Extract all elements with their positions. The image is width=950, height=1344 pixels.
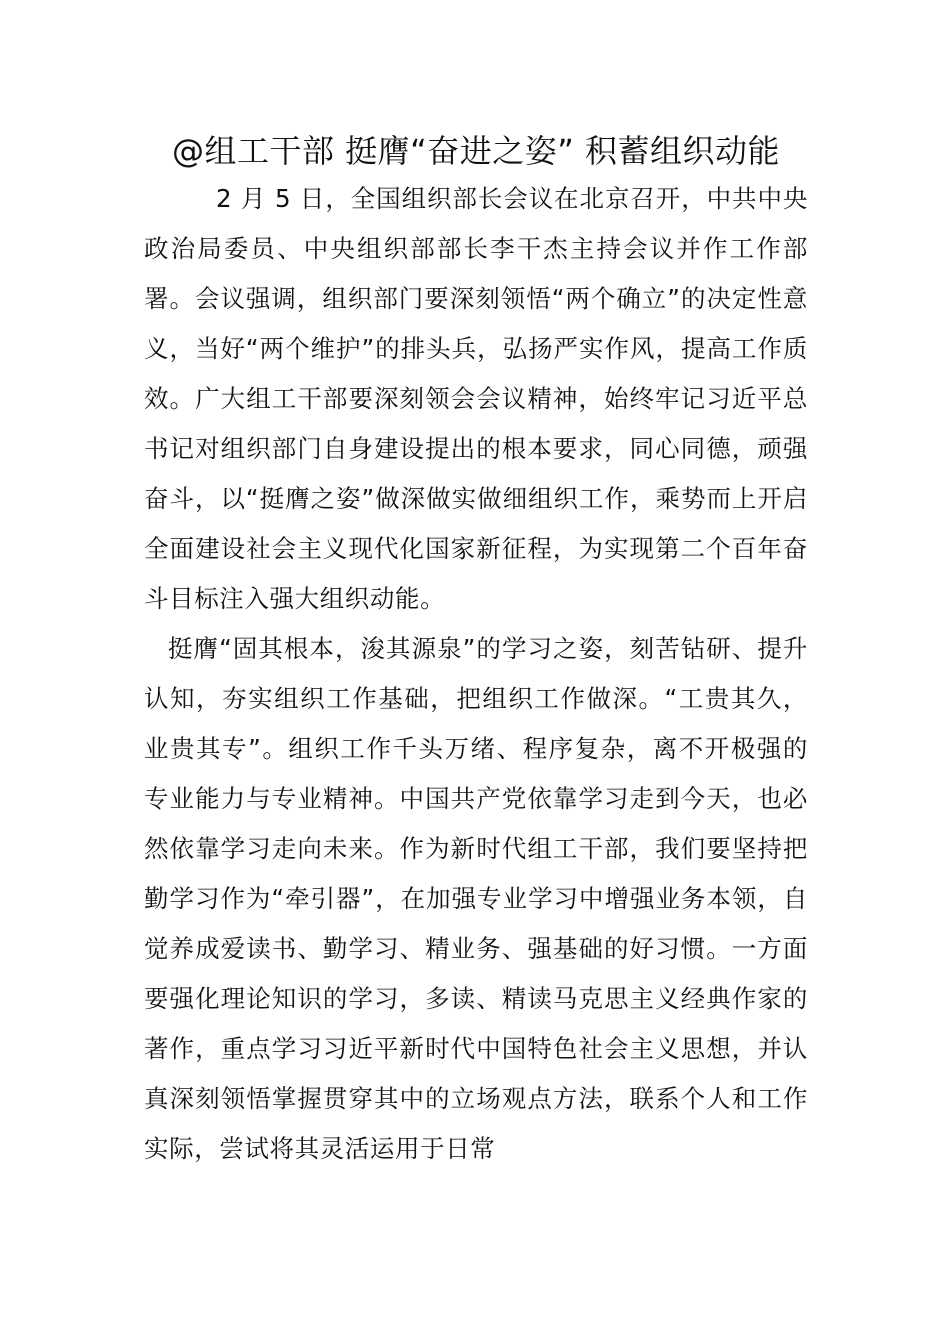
document-page [144,128,808,1174]
paragraph-2: 挺膺“固其根本，浚其源泉”的学习之姿，刻苦钻研、提升认知，夯实组织工作基础，把组织工作做深。“工贵其久，业贵其专”。组织工作千头万绪、程序复杂，离不开极强的专业能力与专业精神。中国共产党依靠学习走到今天，也必然依靠学习走向未来。作为新时代组工干部，我们要坚持把勤学习作为“牵引器”，在加强专业学习中增强业务本领，自觉养成爱读书、勤学习、精业务、强基础的好习惯。一方面要强化理论知识的学习，多读、精读马克思主义经典作家的著作，重点学习习近平新时代中国特色社会主义思想，并认真深刻领悟掌握贯穿其中的立场观点方法，联系个人和工作实际，尝试将其灵活运用于日常 [144,634,808,1163]
paragraph-1: 2 月 5 日，全国组织部长会议在北京召开，中共中央政治局委员、中央组织部部长李干杰主持会议并作工作部署。会议强调，组织部门要深刻领悟“两个确立”的决定性意义，当好“两个维护”的排头兵，弘扬严实作风，提高工作质效。广大组工干部要深刻领会会议精神，始终牢记习近平总书记对组织部门自身建设提出的根本要求，同心同德，顽强奋斗，以“挺膺之姿”做深做实做细组织工作，乘势而上开启全面建设社会主义现代化国家新征程，为实现第二个百年奋斗目标注入强大组织动能。 [144,184,808,613]
document-title: @组工干部 挺膺“奋进之姿” 积蓄组织动能 [171,132,780,170]
